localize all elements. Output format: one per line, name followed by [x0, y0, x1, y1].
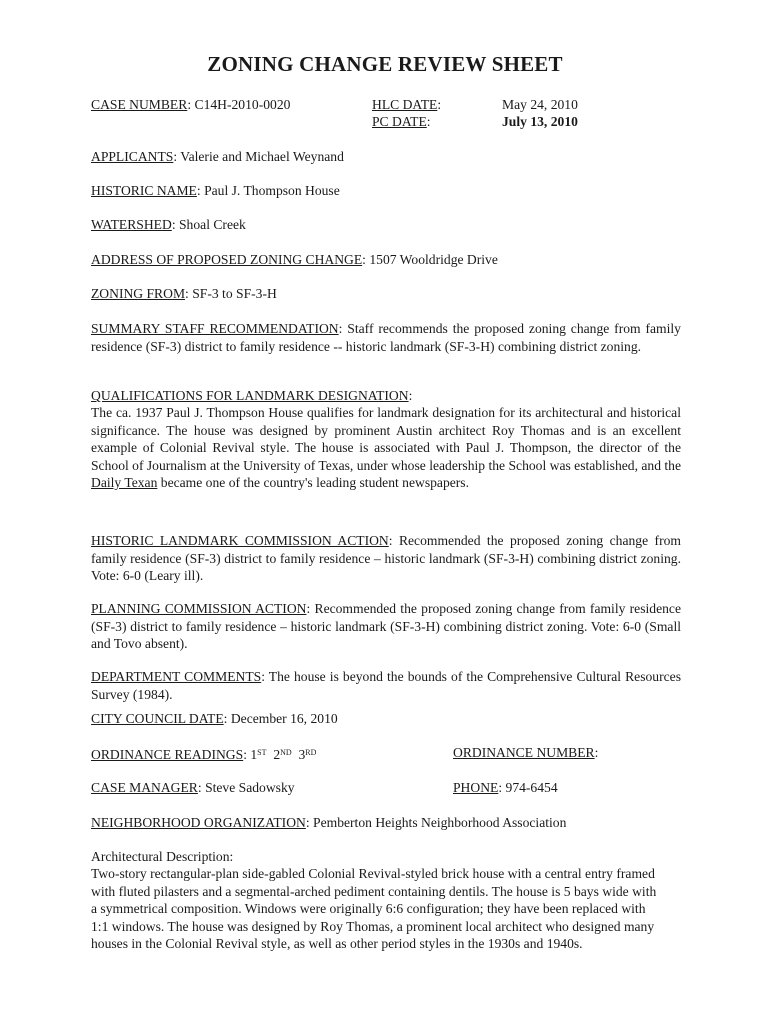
- case-number-value: C14H-2010-0020: [194, 97, 291, 112]
- neighborhood-value: Pemberton Heights Neighborhood Association: [313, 815, 567, 830]
- hlc-date: HLC DATE:: [372, 97, 442, 112]
- pc-date: PC DATE:: [372, 114, 431, 129]
- phone-label: PHONE: [453, 780, 499, 795]
- pc-action-label: PLANNING COMMISSION ACTION: [91, 601, 307, 616]
- pc-date-label: PC DATE: [372, 114, 427, 129]
- ordinance-number-label: ORDINANCE NUMBER: [453, 745, 595, 760]
- historic-name-value: Paul J. Thompson House: [204, 183, 340, 198]
- ordinance-number: ORDINANCE NUMBER:: [453, 745, 599, 760]
- phone: PHONE: 974-6454: [453, 780, 558, 795]
- historic-name: HISTORIC NAME: Paul J. Thompson House: [91, 183, 340, 198]
- council-date-value: December 16, 2010: [230, 711, 338, 726]
- address: ADDRESS OF PROPOSED ZONING CHANGE: 1507 Wooldridge Drive: [91, 252, 498, 267]
- neighborhood-organization: NEIGHBORHOOD ORGANIZATION: Pemberton Heights Neighborhood Association: [91, 815, 567, 830]
- qualifications-heading: QUALIFICATIONS FOR LANDMARK DESIGNATION:: [91, 388, 413, 403]
- zoning-from-value: SF-3 to SF-3-H: [192, 286, 277, 301]
- pc-action: PLANNING COMMISSION ACTION: Recommended the proposed zoning change from family residence (SF-3) district to family residence – historic landmark (SF-3-H) combining district zoning. Vote: 6-0 (Small and Tovo absent).: [91, 601, 681, 651]
- qualifications-paragraph: [91, 404, 681, 492]
- reading-third: 3RD: [298, 747, 317, 762]
- city-council-date: CITY COUNCIL DATE: December 16, 2010: [91, 711, 338, 726]
- reading-first: 1ST: [250, 747, 267, 762]
- address-value: 1507 Wooldridge Drive: [369, 252, 498, 267]
- watershed-value: Shoal Creek: [179, 217, 246, 232]
- summary-text: Staff recommends the proposed zoning change from family residence (SF-3) district to family residence -- historic landmark (SF-3-H) combining district zoning.: [91, 321, 681, 354]
- department-comments: DEPARTMENT COMMENTS: The house is beyond the bounds of the Comprehensive Cultural Resources Survey (1984).: [91, 669, 681, 702]
- case-manager-label: CASE MANAGER: [91, 780, 198, 795]
- summary-label: SUMMARY STAFF RECOMMENDATION: [91, 321, 339, 336]
- case-number-label: CASE NUMBER: [91, 97, 188, 112]
- hlc-action-text: Recommended the proposed zoning change from family residence (SF-3) district to family residence – historic landmark (SF-3-H) combining district zoning. Vote: 6-0 (Leary ill).: [91, 533, 681, 583]
- pc-action-text: Recommended the proposed zoning change from family residence (SF-3) district to family residence – historic landmark (SF-3-H) combining district zoning. Vote: 6-0 (Small and Tovo absent).: [91, 601, 681, 651]
- newspaper-name: Daily Texan: [91, 475, 158, 490]
- applicants: APPLICANTS: Valerie and Michael Weynand: [91, 149, 344, 164]
- pc-date-value: July 13, 2010: [502, 114, 578, 129]
- zoning-from-label: ZONING FROM: [91, 286, 186, 301]
- zoning-from: ZONING FROM: SF-3 to SF-3-H: [91, 286, 277, 301]
- case-manager-value: Steve Sadowsky: [205, 780, 295, 795]
- historic-name-label: HISTORIC NAME: [91, 183, 197, 198]
- hlc-action: HISTORIC LANDMARK COMMISSION ACTION: Recommended the proposed zoning change from family residence (SF-3) district to family residence – historic landmark (SF-3-H) combining district zoning. Vote: 6-0 (Leary ill).: [91, 533, 681, 583]
- qualifications-tail: became one of the country's leading student newspapers.: [160, 475, 469, 490]
- dept-comments-label: DEPARTMENT COMMENTS: [91, 669, 262, 684]
- reading-second: 2ND: [273, 747, 292, 762]
- case-manager: CASE MANAGER: Steve Sadowsky: [91, 780, 295, 795]
- ordinance-readings-label: ORDINANCE READINGS: [91, 747, 244, 762]
- hlc-action-label: HISTORIC LANDMARK COMMISSION ACTION: [91, 533, 389, 548]
- council-date-label: CITY COUNCIL DATE: [91, 711, 224, 726]
- hlc-date-value: May 24, 2010: [502, 97, 578, 112]
- ordinance-readings: ORDINANCE READINGS: 1ST 2ND 3RD: [91, 747, 317, 762]
- dept-comments-text: The house is beyond the bounds of the Comprehensive Cultural Resources Survey (1984).: [91, 669, 681, 702]
- summary-recommendation: SUMMARY STAFF RECOMMENDATION: Staff recommends the proposed zoning change from family residence (SF-3) district to family residence -- historic landmark (SF-3-H) combining district zoning.: [91, 321, 681, 354]
- phone-value: 974-6454: [505, 780, 558, 795]
- qualifications-label: QUALIFICATIONS FOR LANDMARK DESIGNATION: [91, 388, 409, 403]
- applicants-value: Valerie and Michael Weynand: [180, 149, 344, 164]
- architectural-heading: Architectural Description:: [91, 849, 234, 864]
- watershed: WATERSHED: Shoal Creek: [91, 217, 246, 232]
- neighborhood-label: NEIGHBORHOOD ORGANIZATION: [91, 815, 306, 830]
- qualifications-text: The ca. 1937 Paul J. Thompson House qualifies for landmark designation for its architectural and historical significance. The house was designed by prominent Austin architect Roy Thomas and is an excellent example of Colonial Revival style. The house is associated with Paul J. Thompson, the director of the School of Journalism at the University of Texas, under whose leadership the School was established, and the: [91, 405, 682, 473]
- hlc-date-label: HLC DATE: [372, 97, 438, 112]
- watershed-label: WATERSHED: [91, 217, 172, 232]
- document-title: ZONING CHANGE REVIEW SHEET: [207, 52, 563, 76]
- architectural-description: Two-story rectangular-plan side-gabled Colonial Revival-styled brick house with a central entry framed with fluted pilasters and a segmental-arched pediment containing dentils. The house is 5 bays wide with a symmetrical composition. Windows were originally 6:6 configuration; they have been replaced with 1:1 windows. The house was designed by Roy Thomas, a prominent local architect who designed many houses in the Colonial Revival style, as well as other period styles in the 1930s and 1940s.: [91, 866, 657, 951]
- case-number: CASE NUMBER: C14H-2010-0020: [91, 97, 291, 112]
- address-label: ADDRESS OF PROPOSED ZONING CHANGE: [91, 252, 363, 267]
- applicants-label: APPLICANTS: [91, 149, 174, 164]
